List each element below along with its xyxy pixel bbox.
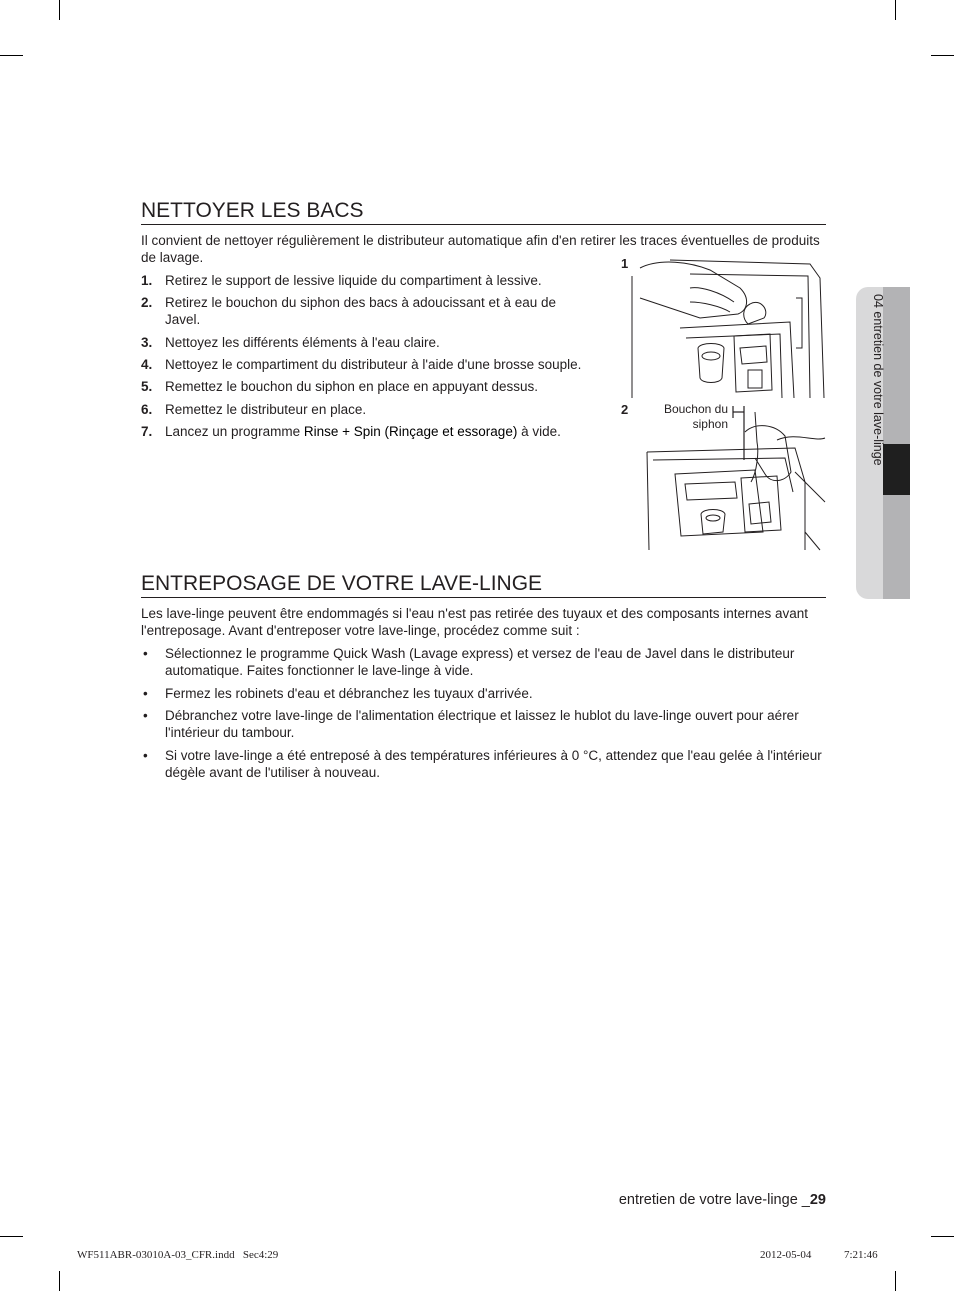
step-number: 6. [141, 402, 153, 417]
crop-mark [0, 55, 23, 56]
section1-intro: Il convient de nettoyer régulièrement le distributeur automatique afin d'en retirer les traces éventuelles de produits de lavage. [141, 233, 820, 265]
step-text: Retirez le support de lessive liquide du compartiment à lessive. [165, 273, 542, 288]
crop-mark [59, 0, 60, 20]
section2-intro: Les lave-linge peuvent être endommagés si l'eau n'est pas retirée des tuyaux et des composants internes avant l'entreposage. Avant d'entreposer votre lave-linge, procédez comme suit : [141, 606, 809, 638]
step-text-after: à vide. [517, 424, 561, 439]
step-text: Retirez le bouchon du siphon des bacs à adoucissant et à eau de Javel. [165, 295, 557, 327]
page-number: 29 [809, 1192, 826, 1208]
bullet-text: Sélectionnez le programme Quick Wash (Lavage express) et versez de l'eau de Javel dans le distributeur automatique. Faites fonctionner le lave-linge à vide. [165, 646, 795, 678]
step-number: 7. [141, 424, 153, 439]
step-number: 1. [141, 273, 153, 288]
step-text [165, 423, 611, 440]
program-name: Rinse + Spin (Rinçage et essorage) [303, 424, 518, 439]
crop-mark [931, 55, 954, 56]
section-title-entreposage: ENTREPOSAGE DE VOTRE LAVE-LINGE [141, 572, 826, 598]
bullet-text: Fermez les robinets d'eau et débranchez les tuyaux d'arrivée. [165, 686, 533, 701]
figure-label-1: 1 [621, 256, 629, 271]
step-text: Nettoyez le compartiment du distributeur à l'aide d'une brosse souple. [165, 357, 582, 372]
bullet-symbol: • [143, 748, 148, 763]
chapter-tab-band [883, 287, 910, 599]
chapter-tab-label: 04 entretien de votre lave-linge [871, 294, 885, 466]
step-number: 4. [141, 357, 153, 372]
figure-label-2: 2 [621, 402, 629, 417]
step-text: Remettez le distributeur en place. [165, 402, 367, 417]
step-number: 2. [141, 295, 153, 310]
bullet-symbol: • [143, 686, 148, 701]
dispenser-illustration-2 [645, 412, 827, 552]
callout-line-1: Bouchon du [663, 402, 728, 416]
slug-time: 7:21:46 [844, 1249, 878, 1261]
crop-mark [931, 1236, 954, 1237]
step-number: 3. [141, 335, 153, 350]
bullet-symbol: • [143, 646, 148, 661]
step-text-before: Lancez un programme [165, 424, 304, 439]
page-footer [619, 1192, 826, 1208]
footer-text: entretien de votre lave-linge _ [618, 1192, 810, 1208]
bullet-symbol: • [143, 708, 148, 723]
callout-line-2: siphon [692, 417, 728, 431]
bullet-text: Débranchez votre lave-linge de l'alimentation électrique et laissez le hublot du lave-linge ouvert pour aérer l'intérieur du tambour. [165, 708, 799, 740]
section-title-nettoyer: NETTOYER LES BACS [141, 199, 826, 225]
crop-mark [895, 0, 896, 20]
step-text: Remettez le bouchon du siphon en place en appuyant dessus. [165, 379, 539, 394]
chapter-tab-marker [883, 444, 910, 495]
slug-date: 2012-05-04 [760, 1249, 812, 1261]
crop-mark [895, 1271, 896, 1291]
crop-mark [59, 1271, 60, 1291]
step-text: Nettoyez les différents éléments à l'eau claire. [165, 335, 440, 350]
bullet-text: Si votre lave-linge a été entreposé à des températures inférieures à 0 °C, attendez que l'eau gelée à l'intérieur dégèle avant de l'utiliser à nouveau. [165, 748, 822, 780]
dispenser-illustration-1 [630, 258, 826, 400]
slug-file: WF511ABR-03010A-03_CFR.indd Sec4:29 [77, 1249, 279, 1261]
step-number: 5. [141, 379, 153, 394]
crop-mark [0, 1236, 23, 1237]
